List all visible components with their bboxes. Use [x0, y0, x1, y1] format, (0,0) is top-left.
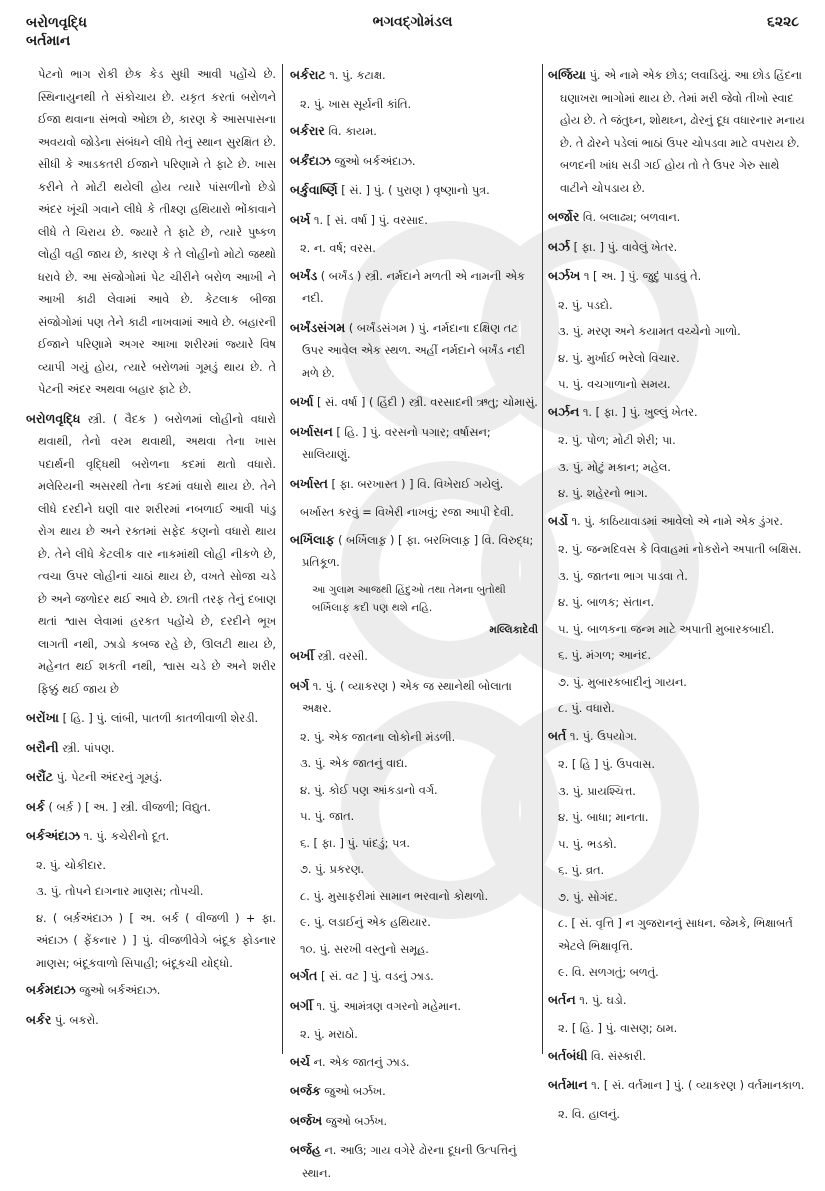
sense: ૭. પું. મુબારકબાદીનું ગાયન. — [558, 675, 687, 689]
dictionary-entry — [548, 64, 810, 200]
headword: બર્કરાટ — [290, 67, 326, 82]
headword: બર્કરાર — [290, 123, 325, 138]
dictionary-entry — [290, 64, 538, 88]
dictionary-entry — [548, 236, 810, 260]
definition: [ હિ. ] પું. વરસનો પગાર; વર્ષાસન; સાલિયાણું. — [302, 425, 491, 461]
dictionary-entry — [290, 179, 538, 203]
sense: ૨. [ હિ. ] પું. વાસણ; ઠામ. — [558, 1022, 678, 1035]
dictionary-entry — [290, 1080, 538, 1104]
headword: બર્કુવાર્ષ્ણિ — [290, 182, 338, 197]
dictionary-entry — [26, 737, 276, 761]
definition: સ્ત્રી. ( વૈદક ) બરોળમાં લોહીનો વધારો થવાથી, તેનો વરમ થવાથી, અથવા તેના ખાસ પદાર્થની વૃદ્ધિથી બરોળના કદમાં થતો વધારો. મલેરિયની અસરથી તેના કદમાં વધારો થાય છે. તેને લીધે દરદીને ઘણી વાર શરીરમાં નબળાઈ આવી પાંડુ રોગ થાય છે અને રક્તમાં સફેદ કણનો વધારો થાય છે. તેને લીધે કેટલીક વાર નાકમાંથી લોહી નીકળે છે, ત્વચા ઉપર લોહીનાં ચાઠાં થાય છે, વખતે સોજા ચડે છે અને જળોદર થઈ આવે છે. છાતી તરફ તેનું દબાણ થતાં શ્વાસ લેવામાં હરકત પહોંચે છે, દરદીને ભૂખ લાગતી નથી, ઝાડો કબજ રહે છે, ઊલટી થાય છે, મહેનત થઈ શકતી નથી, શ્વાસ ચડે છે અને શરીર ફિક્કું થઈ જાય છે — [38, 412, 276, 696]
dictionary-entry — [290, 317, 538, 386]
dictionary-entry — [290, 529, 538, 575]
sense: ૬. [ ફા. ] પું. પાંદડું; પત્ર. — [300, 836, 410, 850]
dictionary-entry — [548, 989, 810, 1013]
sense: બર્ખાસ્ત કરવું = વિખેરી નાખવું; રજા આપી દેવી. — [300, 506, 514, 519]
sense: ૨. પું. જન્મદિવસ કે વિવાહમાં નોકરોને અપાતી બક્ષિસ. — [558, 543, 802, 556]
headword: બર્કઅંદાઝ — [26, 828, 81, 843]
headword: બરૌંટ — [26, 769, 53, 784]
sense: ૯. વિ. સળગતું; બળતું. — [558, 966, 659, 979]
headword: બર્ઝન — [548, 403, 580, 419]
headword: બર્કર — [26, 1011, 52, 1027]
headword: બર્ખંડસંગમ — [290, 319, 346, 335]
sense: ૯. પું. લડાઈનું એક હથિયાર. — [300, 916, 431, 929]
headword: બરોંખા — [26, 710, 59, 725]
definition: [ હિ. ] પું. લાંબી, પાતળી કાતળીવાળી શેરડી. — [62, 712, 259, 725]
definition: [ સં. વર્ષા ] ( હિંદી ) સ્ત્રી. વરસાદની ઋતુ; ચોમાસું. — [316, 396, 538, 409]
headword: બર્ખી — [290, 648, 314, 663]
sense: ૩. પું. જાતના ભાગ પાડવા તે. — [558, 569, 688, 583]
definition: ૧. [ સં. વર્તમાન ] પું. ( વ્યાકરણ ) વર્તમાનકાળ. — [591, 1079, 805, 1092]
definition: વિ. સંસ્કારી. — [591, 1049, 646, 1063]
sense: ૧૦. પું. સરખી વસ્તુનો સમૂહ. — [300, 942, 429, 956]
sense: ૫. પું. ભડકો. — [558, 837, 617, 851]
sense: ૫. પું. જાત. — [300, 810, 355, 823]
guide-word-top: બરોળવૃદ્ધિ — [26, 15, 88, 31]
dictionary-entry — [290, 150, 538, 174]
definition: જુઓ બર્કઅંદાઝ. — [79, 984, 161, 997]
definition: ૧. પું. ( વ્યાકરણ ) એક જ સ્થાનેથી બોલાતા અક્ષર. — [302, 679, 512, 715]
sense: ૨. વિ. હાલનું. — [558, 1107, 620, 1121]
definition: સ્ત્રી. પાંપણ. — [62, 741, 115, 755]
sense: ૨. પું. પોળ; મોટી શેરી; પા. — [558, 434, 676, 447]
definition: [ ફા. ] પું. વાવેલું ખેતર. — [573, 240, 678, 254]
definition: ન. આઉ; ગાય વગેરે ઢોરના દૂધની ઉત્પત્તિનું સ્થાન. — [302, 1144, 517, 1180]
page-number: ૬૨૨૮ — [767, 14, 799, 30]
headword: બર્ઝ — [548, 238, 570, 254]
definition: ( બર્ક઼ ) [ અ. ] સ્ત્રી. વીજળી; વિદ્યુત. — [48, 800, 211, 814]
dictionary-entry — [548, 206, 810, 230]
column-divider — [282, 64, 283, 1054]
definition: ૧. પું. ઉપયોગ. — [569, 729, 637, 743]
dictionary-entry — [290, 1110, 538, 1134]
headword: બર્કમદાઝ — [26, 982, 76, 997]
dictionary-entry — [26, 796, 276, 820]
sense: ૨. ન. વર્ષ; વરસ. — [300, 242, 376, 255]
dictionary-entry — [290, 473, 538, 497]
sense: ૩. પું. મોટું મકાન; મહેલ. — [558, 460, 671, 474]
definition: [ ફા. બરખાસ્ત ) ] વિ. વિખેરાઈ ગયેલું. — [331, 477, 504, 491]
definition: જુઓ બર્ઝખ. — [325, 1114, 388, 1128]
definition: પું. એ નામે એક છોડ; લવાડિયું. આ છોડ હિંદના ઘણાખરા ભાગોમાં થાય છે. તેમાં મરી જેવો તીખો સ્વાદ હોય છે. તે જંતુઘ્ન, શોથઘ્ન, ઢોરનું દૂધ વધારનાર મનાય છે. તે ઢોરને પડેલાં ભાઠાં ઉપર ચોપડવા માટે વપરાય છે. બળદની ખાંધ સડી ગઈ હોય તો તે ઉપર ગેરુ સાથે વાટીને ચોપડાય છે. — [560, 69, 805, 195]
sense: ૩. પું. એક જાતનું વાદ્ય. — [300, 757, 408, 770]
definition: ( બર્ખંડસંગમ ) પું. નર્મદાના દક્ષિણ તટ ઉપર આવેલ એક સ્થળ. અહીં નર્મદાને બર્ખંડ નદી મળે છે. — [302, 321, 525, 380]
sense: ૨. પું. મરાઠો. — [300, 1028, 358, 1041]
continued-entry-text: પેટનો ભાગ રોકી છેક કેડ સુધી આવી પહોંચે છે. સ્થિનાયુનથી તે સંકોચાય છે. યકૃત કરતાં બરોળને ઈજા થવાના સંભવો ઓછા છે, કારણ કે આસપાસના અવયવો જોડેના સંબંધને લીધે તેનું સ્થાન સુરક્ષિત છે. સીધી કે આડકતરી ઈજાને પરિણામે તે ફાટે છે. ખાસ કરીને તે મોટી થયેલી હોય ત્યારે પાંસળીનો છેડો અંદર ખૂંચી ગવાને લીધે કે તીક્ષ્ણ હથિયારો ભોંકાવાને લીધે તે ચિરાય છે. જ્યારે તે ફાટે છે, ત્યારે પુષ્કળ લોહી વહી જાય છે, કારણ કે તે લોહીનો મોટો જથ્થો ધરાવે છે. આ સંજોગોમાં પેટ ચીરીને બરોળ આખી ને આખી કાઢી લેવામાં આવે છે. કેટલાક બીજા સંજોગોમાં પણ તેને કાઢી નાખવામાં આવે છે. બહારની ઈજાને પરિણામે અગર આખા શરીરમાં જ્યારે વિષ વ્યાપી ગયું હોય, ત્યારે બરોળમાં ગૂમડું થાય છે. તે પેટની અંદર અથવા બહાર ફાટે છે. — [38, 68, 276, 396]
sense: ૭. પું. પ્રકરણ. — [300, 863, 365, 876]
definition: ૧. પું. કચેરીનો દૂત. — [83, 830, 170, 843]
dictionary-entry — [290, 120, 538, 144]
sense: ૬. પું. વ્રત. — [558, 864, 605, 877]
sense: ૩. પું. તોપને દાગનાર માણસ; તોપચી. — [36, 885, 204, 898]
definition: વિ. કાયમ. — [328, 125, 377, 138]
headword: બરૌની — [26, 739, 59, 755]
headword: બર્ગી — [290, 997, 313, 1013]
headword: બર્જખ — [290, 1112, 323, 1128]
headword: બર્જક — [290, 1083, 321, 1098]
dictionary-entry — [548, 1045, 810, 1069]
definition: પું. પેટની અંદરનું ગૂમડું. — [56, 771, 163, 784]
definition: ૧. પું. કટાક્ષ. — [329, 69, 386, 82]
column-middle — [290, 64, 538, 1191]
sense: ૨. [ હિ ] પું. ઉપવાસ. — [558, 758, 655, 771]
sense: ૨. પું. ચોકીદાર. — [36, 858, 106, 872]
dictionary-entry — [26, 408, 276, 702]
sense: ૪. પું. બાળક; સંતાન. — [558, 596, 655, 609]
guide-word-bottom: બર્તમાન — [26, 33, 71, 49]
dictionary-entry — [26, 1009, 276, 1033]
definition: ૧. [ ફા. ] પું. ખુલ્લું ખેતર. — [582, 405, 698, 419]
dictionary-entry — [548, 725, 810, 749]
dictionary-entry — [26, 707, 276, 731]
sense: ૪. પું. શહેરનો ભાગ. — [558, 487, 648, 500]
dictionary-entry — [26, 766, 276, 790]
dictionary-entry — [26, 979, 276, 1003]
sense: ૨. પું. એક જાતના લોકોની મંડળી. — [300, 730, 456, 744]
headword: બર્કંદાઝ — [290, 152, 331, 168]
definition: વિ. બલાઢ્ય; બળવાન. — [582, 211, 681, 224]
page-header — [0, 0, 825, 60]
dictionary-entry — [290, 995, 538, 1019]
headword: બર્ચ — [290, 1053, 311, 1069]
headword: બર્જોર — [548, 209, 580, 224]
headword: બર્ખ — [290, 211, 311, 227]
headword: બર્જિયા — [548, 67, 586, 82]
definition: જુઓ બર્કઅંદાઝ. — [334, 154, 416, 168]
dictionary-entry — [548, 510, 810, 534]
dictionary-entry — [290, 645, 538, 669]
dictionary-entry — [290, 1051, 538, 1075]
definition: જુઓ બર્ઝખ. — [324, 1085, 386, 1098]
dictionary-entry — [290, 675, 538, 721]
headword: બર્ગ — [290, 677, 310, 693]
sense: ૪. પું. મુર્ખાઈ ભરેલો વિચાર. — [558, 351, 680, 365]
definition: ૧. પું. આમંત્રણ વગરનો મહેમાન. — [316, 999, 462, 1013]
dictionary-entry — [548, 1074, 810, 1098]
running-title: ભગવદ્ગોમંડલ — [372, 14, 453, 30]
headword: બર્ક — [26, 798, 45, 814]
definition: [ સં. વટ ] પું. વડનું ઝાડ. — [321, 970, 434, 983]
sense: ૭. પું. સોગંદ. — [558, 890, 618, 904]
column-divider — [542, 64, 543, 1054]
definition: [ સં. ] પું. ( પુરાણ ) વૃષ્ણાનો પુત્ર. — [341, 184, 490, 197]
headword: બર્ગત — [290, 968, 318, 983]
definition: ( બર્ખિલાફ઼ ) [ ફા. બરખિલાફ઼ ] વિ. વિરુદ્ધ; પ્રતિકૂળ. — [302, 533, 534, 569]
sense: ૪. ( બર્ક઼અંદાઝ ) [ અ. બર્ક ( વીજળી ) + ફા. અંદાઝ ( ફેંકનાર ) ] પું. વીજળીવેગે બંદૂક ફોડનાર માણસ; બંદૂકવાળો સિપાહી; બંદૂકચી યોદ્ધો. — [36, 911, 276, 970]
definition: ૧. પું. ઘડો. — [579, 993, 627, 1007]
headword: બરોળવૃદ્ધિ — [26, 410, 81, 426]
dictionary-entry — [290, 965, 538, 989]
dictionary-entry — [290, 1139, 538, 1185]
sense: ૪. પું. કોઈ પણ આંકડાનો વર્ગ. — [300, 783, 438, 797]
sense: ૬. પું. મંગળ; આનંદ. — [558, 649, 652, 662]
headword: બર્તન — [548, 991, 576, 1007]
dictionary-entry — [26, 825, 276, 849]
definition: ( બર્ખંડ ) સ્ત્રી. નર્મદાને મળતી એ નામની એક નદી. — [302, 269, 525, 305]
quote-citation: મલ્લિકાદેવી — [489, 623, 538, 636]
definition: ન. એક જાતનું ઝાડ. — [313, 1055, 410, 1069]
sense: ૨. પું. પડદો. — [558, 298, 613, 312]
sense: ૩. પું. મરણ અને કયામત વચ્ચેનો ગાળો. — [558, 325, 741, 338]
headword: બર્ઝખ — [548, 268, 581, 283]
usage-quote: આ ગુલામ આજથી હિંદુઓ તથા તેમના બુતોથી બર્ખિલાફ કદી પણ થશે નહિ. — [312, 583, 506, 614]
dictionary-entry — [290, 209, 538, 233]
definition: ૧. પું. કાઠિયાવાડમાં આવેલો એ નામે એક ડુંગર. — [571, 514, 783, 528]
sense: ૮. પું. મુસાફરીમાં સામાન ભરવાનો કોથળો. — [300, 889, 489, 903]
sense: ૪. પું. બાધા; માનતા. — [558, 811, 649, 824]
definition: પું. બકરો. — [54, 1013, 99, 1027]
dictionary-entry — [290, 421, 538, 467]
headword: બર્ડો — [548, 512, 568, 528]
headword: બર્ખા — [290, 394, 314, 409]
sense: ૮. [ સં. વૃત્તિ ] ન ગુજરાનનું સાધન. જેમકે, ભિક્ષાબર્ત એટલે ભિક્ષાવૃત્તિ. — [558, 917, 793, 953]
sense: ૫. પું. વચગાળાનો સમય. — [558, 378, 671, 391]
definition: ૧. [ સં. વર્ષા ] પું. વરસાદ. — [313, 213, 428, 227]
sense: ૨. પું. ખાસ સૂર્યની કાંતિ. — [300, 97, 412, 111]
dictionary-entry — [290, 265, 538, 311]
dictionary-entry — [290, 391, 538, 415]
definition: ૧ [ અ. ] પું. જુદું પાડવું તે. — [583, 270, 702, 283]
dictionary-entry — [548, 401, 810, 425]
column-right — [548, 64, 810, 1130]
headword: બર્જહ — [290, 1142, 321, 1157]
column-left — [26, 64, 276, 1038]
dictionary-entry — [548, 265, 810, 289]
definition: સ્ત્રી. વરસી. — [317, 650, 368, 663]
headword: બર્ખાસન — [290, 423, 333, 439]
headword: બર્તમાન — [548, 1077, 588, 1092]
sense: ૫. પું. બાળકના જન્મ માટે અપાતી મુબારકબાદી. — [558, 622, 775, 636]
sense: ૮. પું. વધારો. — [558, 702, 615, 715]
sense: ૩. પું. પ્રાયશ્ચિત્ત. — [558, 784, 636, 798]
headword: બર્ખિલાફ — [290, 531, 335, 547]
headword: બર્ખાસ્ત — [290, 475, 328, 491]
headword: બર્ત — [548, 727, 567, 743]
headword: બર્ખંડ — [290, 267, 318, 283]
headword: બર્તબંધી — [548, 1047, 588, 1063]
